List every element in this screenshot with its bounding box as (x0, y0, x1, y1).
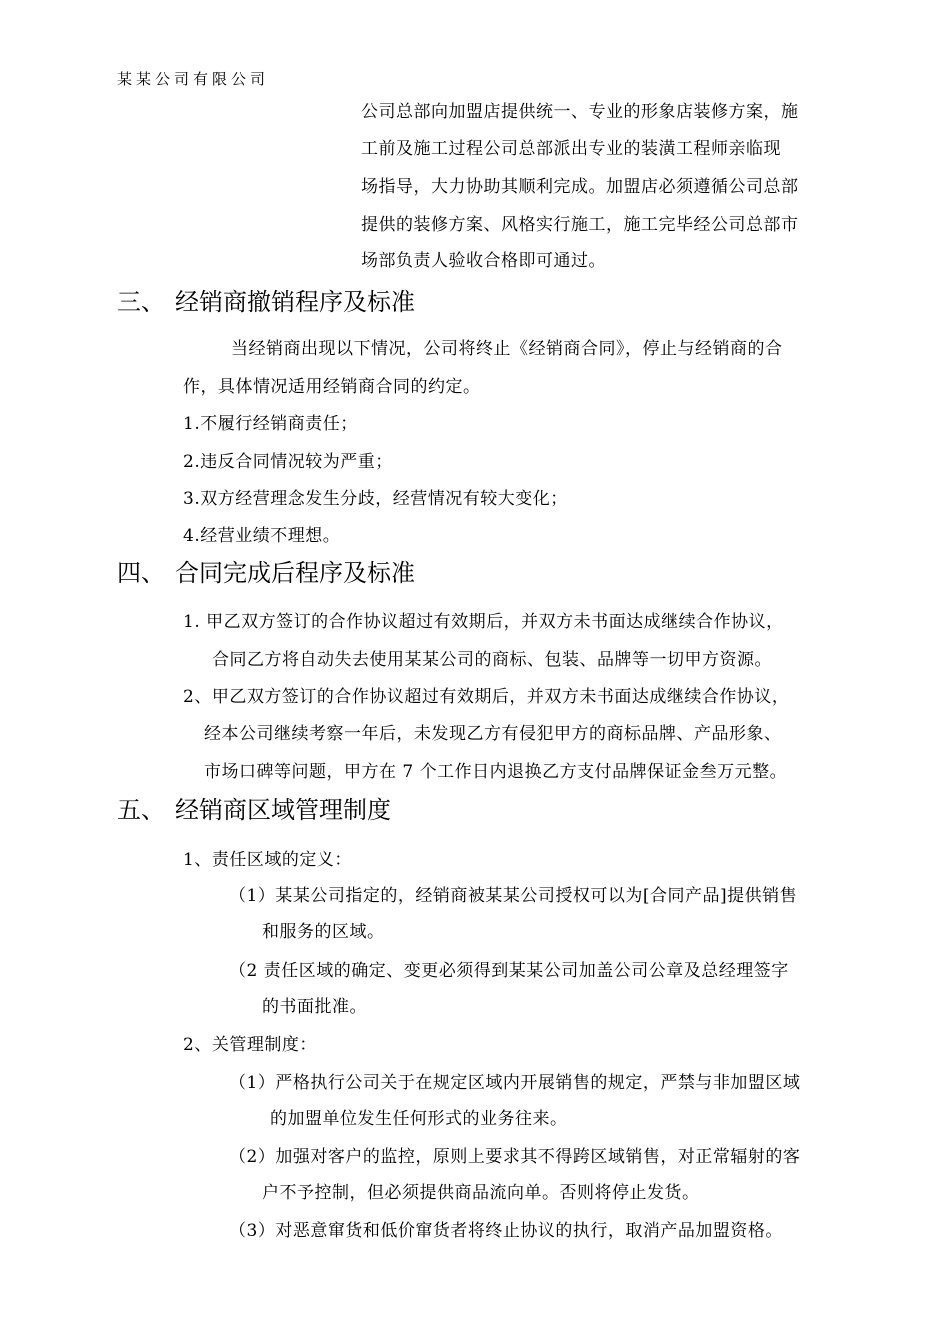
section-5-sub-2-p1-line-1: （1）严格执行公司关于在规定区域内开展销售的规定，严禁与非加盟区域 (229, 1073, 801, 1093)
section-5-sub-2-p1-line-2: 的加盟单位发生任何形式的业务往来。 (270, 1109, 568, 1129)
intro-line-2: 工前及施工过程公司总部派出专业的装潢工程师亲临现 (361, 139, 781, 159)
section-3-item-2: 2.违反合同情况较为严重； (183, 452, 393, 472)
section-3-para-line-1: 当经销商出现以下情况，公司将终止《经销商合同》，停止与经销商的合 (231, 339, 783, 359)
section-3-number: 三、 (117, 288, 165, 316)
section-3-title: 经销商撤销程序及标准 (175, 288, 415, 316)
section-4-item-1-line-2: 合同乙方将自动失去使用某某公司的商标、包装、品牌等一切甲方资源。 (212, 650, 772, 670)
section-4-item-2-line-1: 2、甲乙双方签订的合作协议超过有效期后，并双方未书面达成继续合作协议， (183, 687, 790, 707)
section-5-sub-1-p1-line-2: 和服务的区域。 (262, 922, 385, 942)
intro-line-5: 场部负责人验收合格即可通过。 (361, 251, 606, 271)
section-3-item-4: 4.经营业绩不理想。 (183, 526, 341, 546)
section-5-sub-2-p2-line-2: 户不予控制，但必须提供商品流向单。否则将停止发货。 (262, 1183, 700, 1203)
section-5-sub-1-p2-line-2: 的书面批准。 (262, 997, 367, 1017)
section-5-title: 经销商区域管理制度 (175, 796, 391, 824)
section-5-sub-1-p2-line-1: （2 责任区域的确定、变更必须得到某某公司加盖公司公章及总经理签字 (229, 961, 789, 981)
section-5-sub-2-p2-line-1: （2）加强对客户的监控，原则上要求其不得跨区域销售，对正常辐射的客 (229, 1147, 801, 1167)
section-5-sub-1-title: 1、责任区域的定义： (183, 850, 352, 870)
section-5-sub-1-p1-line-1: （1）某某公司指定的，经销商被某某公司授权可以为[合同产品]提供销售 (229, 886, 798, 906)
section-5-sub-2-title: 2、关管理制度： (183, 1035, 317, 1055)
section-3-heading (117, 282, 415, 317)
section-5-number: 五、 (117, 796, 165, 824)
section-4-item-1-line-1: 1. 甲乙双方签订的合作协议超过有效期后，并双方未书面达成继续合作协议， (183, 612, 784, 632)
intro-line-3: 场指导，大力协助其顺利完成。加盟店必须遵循公司总部 (361, 177, 799, 197)
section-3-item-1: 1.不履行经销商责任； (183, 414, 358, 434)
intro-line-4: 提供的装修方案、风格实行施工，施工完毕经公司总部市 (361, 215, 799, 235)
section-4-number: 四、 (117, 559, 165, 587)
company-header: 某某公司有限公司 (117, 70, 270, 88)
section-4-title: 合同完成后程序及标准 (175, 559, 415, 587)
intro-line-1: 公司总部向加盟店提供统一、专业的形象店装修方案，施 (361, 102, 799, 122)
section-3-para-line-2: 作，具体情况适用经销商合同的约定。 (183, 377, 481, 397)
section-5-sub-2-p3-line-1: （3）对恶意窜货和低价窜货者将终止协议的执行，取消产品加盟资格。 (229, 1221, 783, 1241)
section-3-item-3: 3.双方经营理念发生分歧，经营情况有较大变化； (183, 489, 568, 509)
section-4-item-2-line-2: 经本公司继续考察一年后，未发现乙方有侵犯甲方的商标品牌、产品形象、 (204, 724, 782, 744)
section-4-item-2-line-3: 市场口碑等问题，甲方在 7 个工作日内退换乙方支付品牌保证金叁万元整。 (204, 762, 788, 782)
section-5-heading (117, 790, 391, 825)
section-4-heading (117, 553, 415, 588)
